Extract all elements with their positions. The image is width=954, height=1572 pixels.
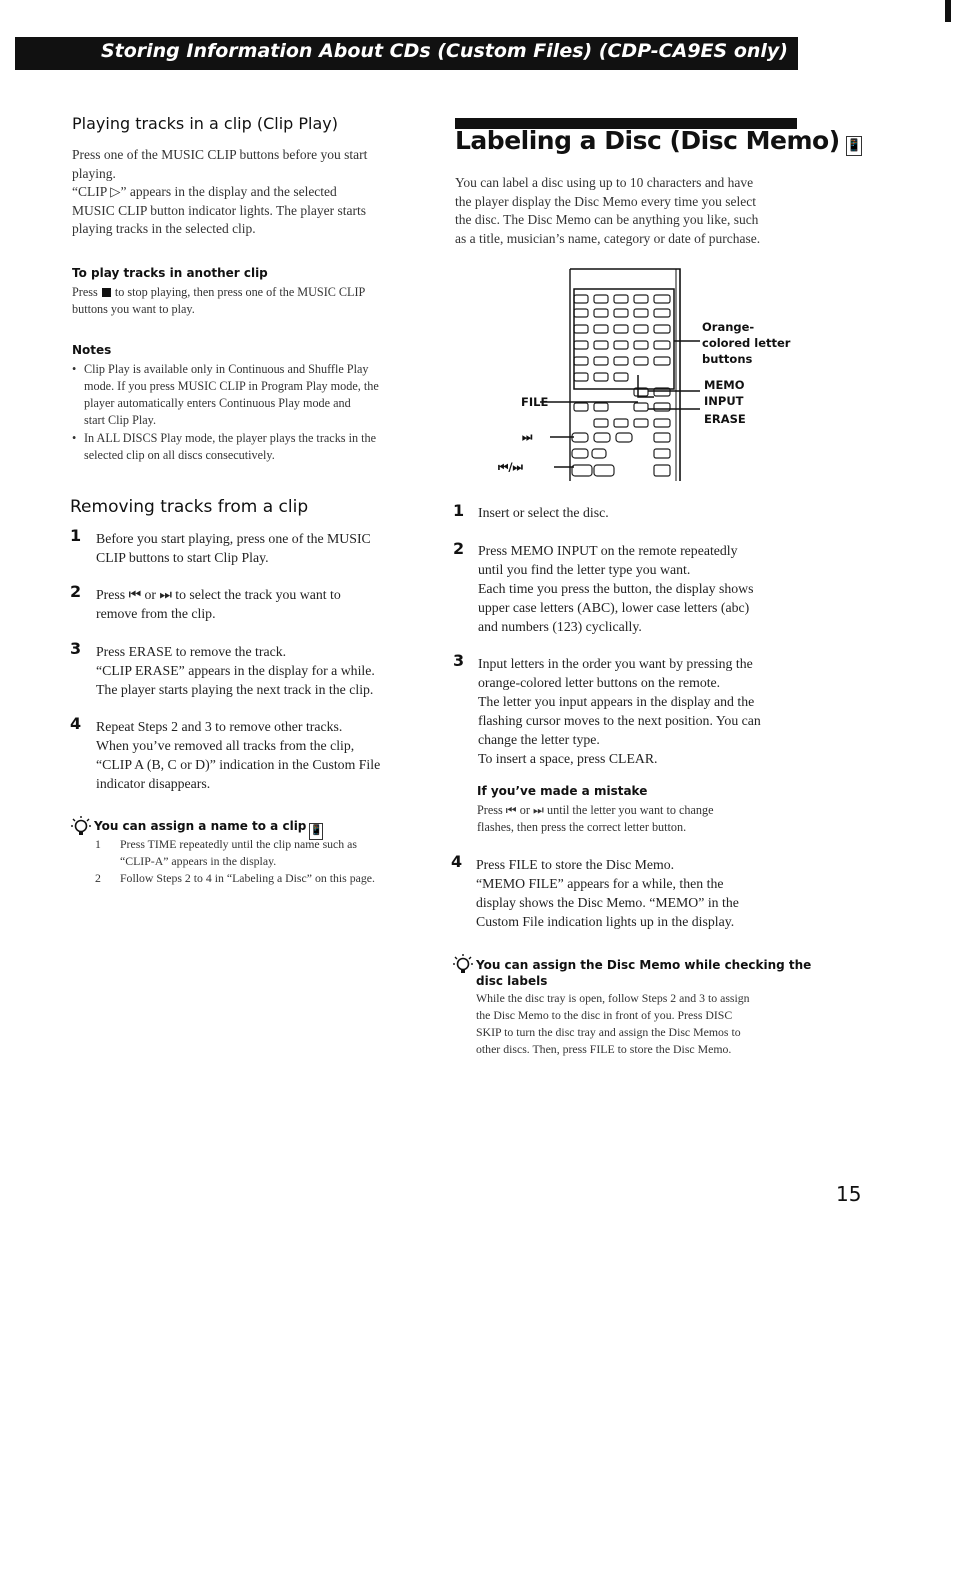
lightbulb-icon [452, 953, 474, 979]
remote-diagram [490, 265, 800, 485]
disc-memo-step-1: Insert or select the disc. [478, 505, 609, 520]
remote-icon: 📱 [846, 136, 862, 156]
another-clip-text: Press to stop playing, then press one of the MUSIC CLIP buttons you want to play. [72, 285, 366, 316]
step-number: 1 [453, 501, 465, 520]
step-number: 4 [70, 714, 82, 733]
letter-buttons [572, 295, 670, 476]
label-next: ⏭ [522, 430, 533, 444]
label-erase: ERASE [704, 412, 746, 426]
tip-clip-name-list: 1 Press TIME repeatedly until the clip name such as “CLIP-A” appears in the display. 2 Follow Steps 2 to 4 in “Labeling a Disc” on this page. [95, 837, 375, 885]
note-item: • Clip Play is available only in Continuous and Shuffle Play mode. If you press MUSIC CLIP in Program Play mode, the player automatically enters Continuous Play mode and start Clip Play. [84, 361, 379, 429]
step-number: 2 [453, 539, 465, 558]
page-edge-mark [945, 0, 951, 22]
section-header-title: Storing Information About CDs (Custom Files) (CDP-CA9ES only) [100, 40, 788, 62]
mistake-text: Press ⏮ or ⏭ until the letter you want to change flashes, then press the correct letter button. [477, 803, 714, 834]
disc-memo-step-3: Input letters in the order you want by pressing the orange-colored letter buttons on the remote. The letter you input appears in the display and the flashing cursor moves to the next position. You can change the letter type. To insert a space, press CLEAR. [478, 656, 761, 766]
disc-memo-step-2: Press MEMO INPUT on the remote repeatedly until you find the letter type you want. Each time you press the button, the display shows upper case letters (ABC), lower case letters (abc) and numbers (123) cyclically. [478, 543, 754, 634]
removing-step-1: Before you start playing, press one of the MUSIC CLIP buttons to start Clip Play. [96, 531, 371, 565]
note-item: • In ALL DISCS Play mode, the player plays the tracks in the selected clip on all discs consecutively. [84, 430, 379, 464]
disc-memo-title: Labeling a Disc (Disc Memo) 📱 [455, 126, 862, 155]
label-memo: MEMO [704, 378, 745, 392]
removing-step-3: Press ERASE to remove the track. “CLIP ERASE” appears in the display for a while. The player starts playing the next track in the clip. [96, 644, 375, 697]
label-orange-2: colored letter [702, 336, 791, 350]
disc-memo-intro: You can label a disc using up to 10 characters and have the player display the Disc Memo every time you select the disc. The Disc Memo can be anything you like, such as a title, musician’s name, category or date of purchase. [455, 175, 761, 246]
tip-clip-name-heading: You can assign a name to a clip [94, 819, 307, 833]
stop-icon [102, 288, 111, 297]
another-clip-heading: To play tracks in another clip [72, 266, 268, 280]
step-number: 3 [453, 651, 465, 670]
label-prev-next: ⏮/⏭ [498, 460, 523, 474]
removing-step-4: Repeat Steps 2 and 3 to remove other tracks. When you’ve removed all tracks from the clip, “CLIP A (B, C or D)” indication in the Custom File indicator disappears. [96, 719, 381, 791]
label-orange-3: buttons [702, 352, 753, 366]
clip-play-paragraph: Press one of the MUSIC CLIP buttons before you start playing. “CLIP ▷” appears in the display and the selected MUSIC CLIP button indicator lights. The player starts playing tracks in the selected clip. [72, 147, 368, 236]
disc-memo-step-4: Press FILE to store the Disc Memo. “MEMO FILE” appears for a while, then the display shows the Disc Memo. “MEMO” in the Custom File indication lights up in the display. [476, 857, 739, 929]
clip-play-heading: Playing tracks in a clip (Clip Play) [72, 114, 338, 133]
label-file: FILE [521, 395, 549, 409]
step-number: 4 [451, 852, 463, 871]
label-input: INPUT [704, 394, 744, 408]
tip-disc-labels-heading: You can assign the Disc Memo while checking the disc labels [476, 958, 812, 988]
step-number: 1 [70, 526, 82, 545]
notes-heading: Notes [72, 343, 112, 357]
notes-list [72, 361, 379, 465]
page-number: 15 [836, 1182, 862, 1206]
removing-step-2: Press ⏮ or ⏭ to select the track you want to remove from the clip. [96, 587, 341, 621]
remote-icon: 📱 [309, 823, 323, 840]
tip-disc-labels-text: While the disc tray is open, follow Steps 2 and 3 to assign the Disc Memo to the disc in front of you. Press DISC SKIP to turn the disc tray and assign the Disc Memos to other discs. Then, press FILE to store the Disc Memo. [476, 991, 750, 1056]
removing-heading: Removing tracks from a clip [70, 497, 309, 517]
lightbulb-icon [70, 815, 92, 841]
step-number: 2 [70, 582, 82, 601]
step-number: 3 [70, 639, 82, 658]
section-header-bar [15, 37, 798, 70]
mistake-heading: If you’ve made a mistake [477, 784, 648, 798]
label-orange-1: Orange- [702, 320, 755, 334]
